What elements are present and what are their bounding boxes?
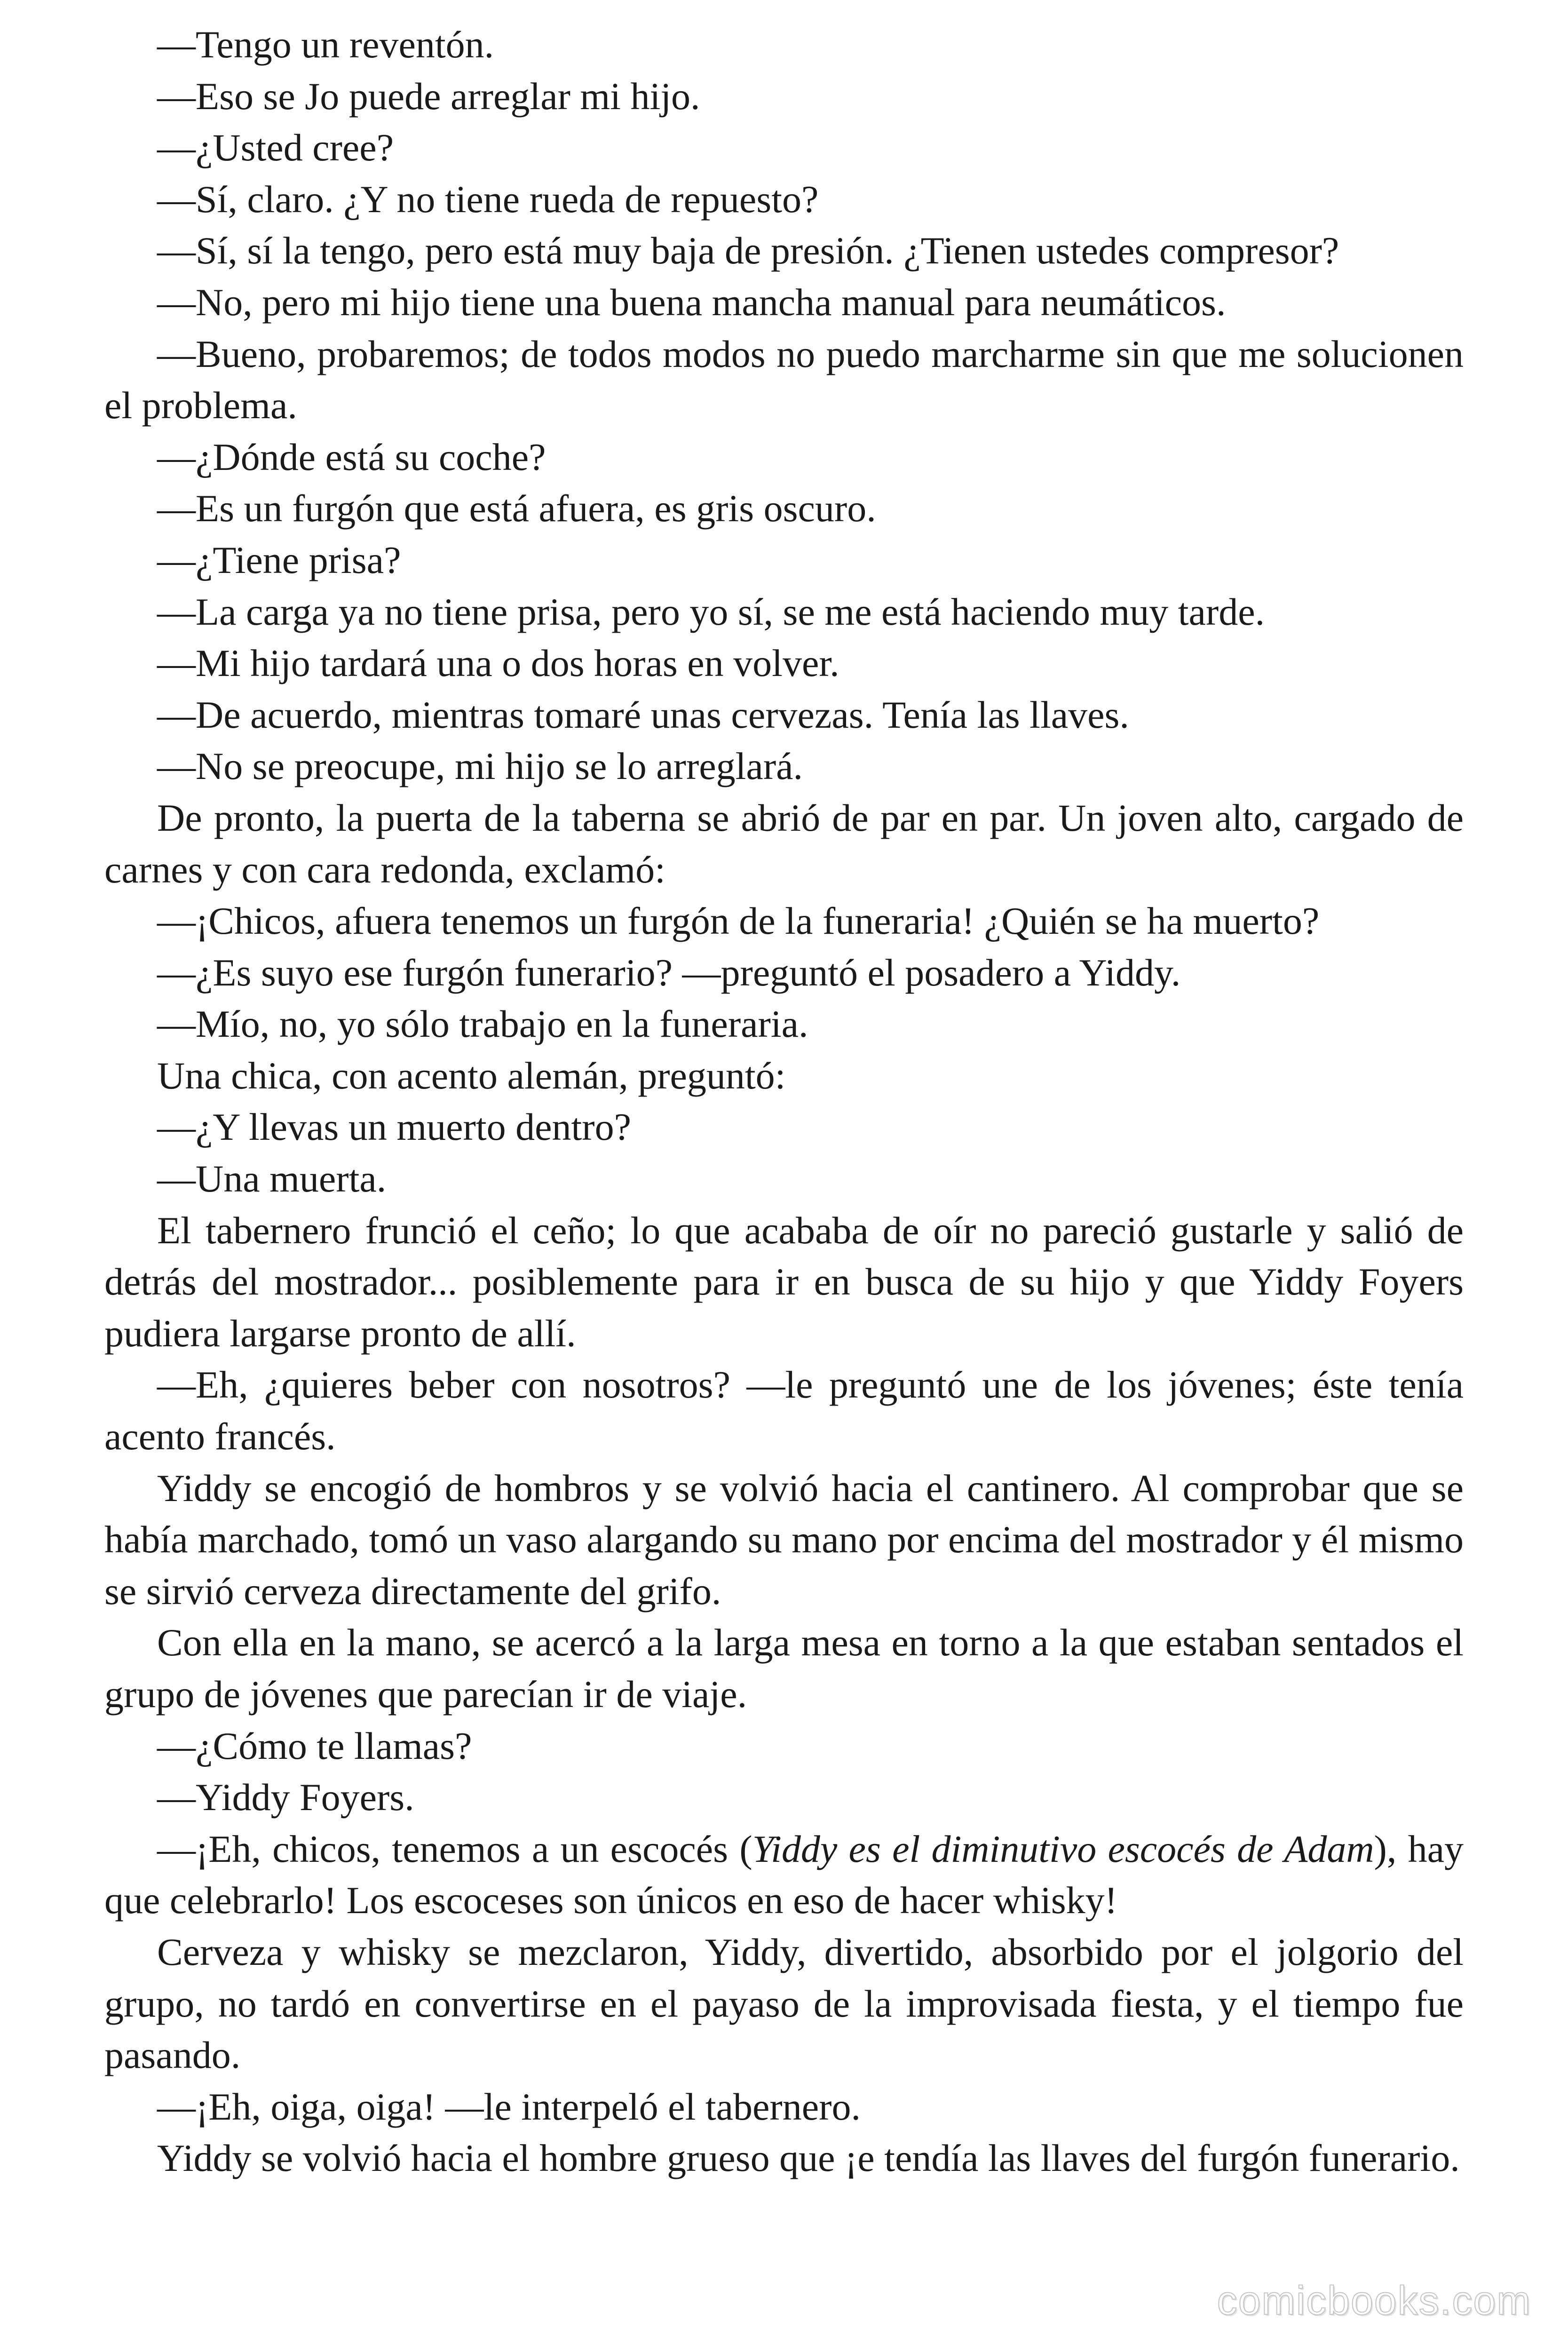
paragraph: —¡Chicos, afuera tenemos un furgón de la funeraria! ¿Quién se ha muerto?: [157, 899, 1320, 943]
site-watermark: comicbooks.com: [1217, 2278, 1531, 2323]
paragraph: Una chica, con acento alemán, preguntó:: [157, 1054, 786, 1097]
paragraph: —No se preocupe, mi hijo se lo arreglará.: [157, 745, 803, 788]
paragraph-text: ), hay que celebrarlo! Los escoceses son únicos en eso de hacer whisky!: [104, 1827, 1464, 1922]
paragraph: —Sí, claro. ¿Y no tiene rueda de repuesto?: [157, 177, 819, 221]
paragraph: Yiddy se encogió de hombros y se volvió hacia el cantinero. Al comprobar que se había marchado, tomó un vaso alargando su mano por encima del mostrador y él mismo se sirvió cerveza directamente del grifo.: [104, 1466, 1464, 1613]
paragraph: —Una muerta.: [157, 1157, 387, 1200]
paragraph: El tabernero frunció el ceño; lo que acababa de oír no pareció gustarle y salió de detrás del mostrador... posiblemente para ir en busca de su hijo y que Yiddy Foyers pudiera largarse pronto de allí.: [104, 1208, 1464, 1355]
paragraph: —¡Eh, oiga, oiga! —le interpeló el tabernero.: [157, 2085, 861, 2128]
paragraph: Con ella en la mano, se acercó a la larga mesa en torno a la que estaban sentados el grupo de jóvenes que parecían ir de viaje.: [104, 1621, 1464, 1716]
paragraph: —La carga ya no tiene prisa, pero yo sí, se me está haciendo muy tarde.: [157, 590, 1265, 633]
paragraph: —De acuerdo, mientras tomaré unas cervezas. Tenía las llaves.: [157, 693, 1129, 736]
book-page-text: [104, 19, 1464, 2184]
paragraph: Yiddy se volvió hacia el hombre grueso que ¡e tendía las llaves del furgón funerario.: [157, 2137, 1460, 2180]
paragraph-text: —¡Eh, chicos, tenemos a un escocés (: [157, 1827, 752, 1870]
paragraph: —Bueno, probaremos; de todos modos no puedo marcharme sin que me solucionen el problema.: [104, 332, 1464, 427]
paragraph: —Yiddy Foyers.: [157, 1776, 414, 1819]
paragraph: —¿Tiene prisa?: [157, 538, 401, 581]
paragraph: —¿Cómo te llamas?: [157, 1724, 472, 1767]
paragraph-group: [104, 19, 1464, 1823]
paragraph: —No, pero mi hijo tiene una buena mancha manual para neumáticos.: [157, 280, 1226, 324]
paragraph: —Tengo un reventón.: [157, 23, 494, 66]
paragraph: —¿Dónde está su coche?: [157, 435, 546, 478]
italic-aside: Yiddy es el diminutivo escocés de Adam: [752, 1827, 1374, 1870]
paragraph-group: [104, 1926, 1464, 2184]
paragraph: —¿Es suyo ese furgón funerario? —preguntó el posadero a Yiddy.: [157, 951, 1181, 994]
paragraph: —Mi hijo tardará una o dos horas en volver.: [157, 642, 839, 685]
paragraph: —Eso se Jo puede arreglar mi hijo.: [157, 74, 700, 118]
paragraph: Cerveza y whisky se mezclaron, Yiddy, divertido, absorbido por el jolgorio del grupo, no tardó en convertirse en el payaso de la improvisada fiesta, y el tiempo fue pasando.: [104, 1930, 1464, 2077]
paragraph: —Es un furgón que está afuera, es gris oscuro.: [157, 487, 876, 530]
paragraph: —¿Y llevas un muerto dentro?: [157, 1105, 631, 1149]
paragraph: —Eh, ¿quieres beber con nosotros? —le preguntó une de los jóvenes; éste tenía acento francés.: [104, 1363, 1464, 1458]
paragraph: —¿Usted cree?: [157, 126, 394, 169]
paragraph: De pronto, la puerta de la taberna se abrió de par en par. Un joven alto, cargado de carnes y con cara redonda, exclamó:: [104, 796, 1464, 891]
paragraph-scottish: [104, 1823, 1464, 1926]
paragraph: —Mío, no, yo sólo trabajo en la funeraria.: [157, 1002, 808, 1046]
paragraph: —Sí, sí la tengo, pero está muy baja de presión. ¿Tienen ustedes compresor?: [157, 229, 1339, 272]
